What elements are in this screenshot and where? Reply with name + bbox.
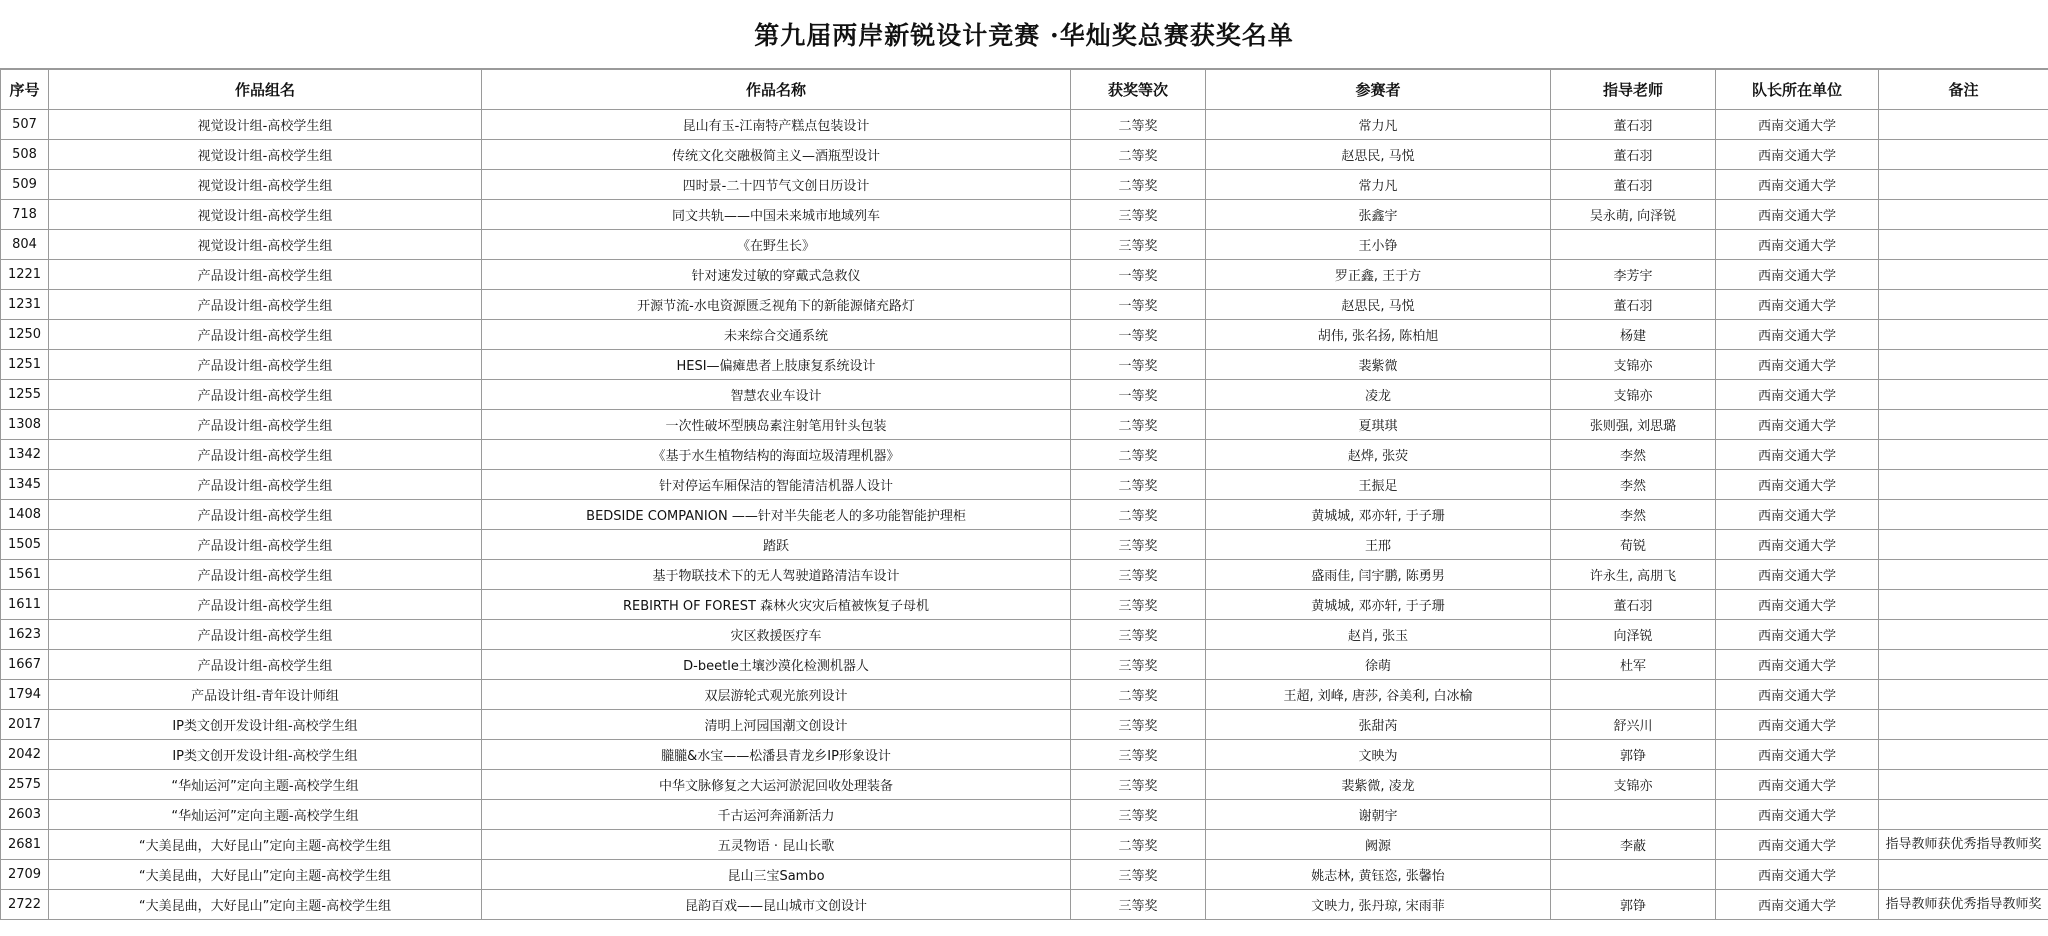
cell-work-title[interactable]: 清明上河园国潮文创设计: [482, 710, 1071, 740]
cell-work-title[interactable]: 未来综合交通系统: [482, 320, 1071, 350]
cell-participants[interactable]: 文映力, 张丹琼, 宋雨菲: [1206, 890, 1551, 920]
cell-participants[interactable]: 姚志林, 黄钰恣, 张馨怡: [1206, 860, 1551, 890]
cell-work-title[interactable]: 昆韵百戏——昆山城市文创设计: [482, 890, 1071, 920]
cell-note[interactable]: [1879, 110, 2048, 140]
cell-index[interactable]: 1255: [1, 380, 49, 410]
header-cell[interactable]: 作品名称: [482, 70, 1071, 110]
cell-category[interactable]: 产品设计组-高校学生组: [49, 320, 482, 350]
table-row: [1, 890, 2048, 920]
cell-note[interactable]: [1879, 260, 2048, 290]
table-row: [1, 440, 2048, 470]
sheet-title: 第九届两岸新锐设计竞赛 ·华灿奖总赛获奖名单: [754, 21, 1294, 50]
cell-work-title[interactable]: 五灵物语 · 昆山长歌: [482, 830, 1071, 860]
cell-work-title[interactable]: HESI—偏瘫患者上肢康复系统设计: [482, 350, 1071, 380]
table-row: [1, 200, 2048, 230]
header-cell[interactable]: 指导老师: [1551, 70, 1716, 110]
cell-work-title[interactable]: 智慧农业车设计: [482, 380, 1071, 410]
cell-award[interactable]: 一等奖: [1071, 260, 1206, 290]
cell-advisor[interactable]: 杨建: [1551, 320, 1716, 350]
cell-participants[interactable]: 文映为: [1206, 740, 1551, 770]
cell-participants[interactable]: 张甜芮: [1206, 710, 1551, 740]
cell-award[interactable]: 三等奖: [1071, 530, 1206, 560]
cell-work-title[interactable]: REBIRTH OF FOREST 森林火灾灾后植被恢复子母机: [482, 590, 1071, 620]
cell-award[interactable]: 三等奖: [1071, 800, 1206, 830]
cell-award[interactable]: 三等奖: [1071, 200, 1206, 230]
cell-participants[interactable]: 黄城城, 邓亦轩, 于子珊: [1206, 500, 1551, 530]
table-row: [1, 140, 2048, 170]
cell-note[interactable]: [1879, 410, 2048, 440]
cell-advisor[interactable]: [1551, 860, 1716, 890]
cell-category[interactable]: 产品设计组-高校学生组: [49, 560, 482, 590]
cell-advisor[interactable]: 郭铮: [1551, 890, 1716, 920]
table-row: [1, 830, 2048, 860]
cell-unit[interactable]: 西南交通大学: [1716, 890, 1879, 920]
cell-index[interactable]: 1221: [1, 260, 49, 290]
cell-advisor[interactable]: 舒兴川: [1551, 710, 1716, 740]
cell-award[interactable]: 三等奖: [1071, 590, 1206, 620]
cell-advisor[interactable]: 支锦亦: [1551, 770, 1716, 800]
cell-participants[interactable]: 王小铮: [1206, 230, 1551, 260]
cell-advisor[interactable]: 李芳宇: [1551, 260, 1716, 290]
cell-participants[interactable]: 胡伟, 张名扬, 陈柏旭: [1206, 320, 1551, 350]
table-row: [1, 710, 2048, 740]
cell-index[interactable]: 2603: [1, 800, 49, 830]
cell-note[interactable]: [1879, 590, 2048, 620]
cell-note[interactable]: [1879, 320, 2048, 350]
table-row: [1, 170, 2048, 200]
cell-unit[interactable]: 西南交通大学: [1716, 710, 1879, 740]
cell-work-title[interactable]: 《在野生长》: [482, 230, 1071, 260]
cell-work-title[interactable]: 双层游轮式观光旅列设计: [482, 680, 1071, 710]
cell-work-title[interactable]: 千古运河奔涌新活力: [482, 800, 1071, 830]
cell-note[interactable]: [1879, 380, 2048, 410]
cell-work-title[interactable]: BEDSIDE COMPANION ——针对半失能老人的多功能智能护理柜: [482, 500, 1071, 530]
cell-unit[interactable]: 西南交通大学: [1716, 740, 1879, 770]
cell-advisor[interactable]: 李然: [1551, 440, 1716, 470]
cell-unit[interactable]: 西南交通大学: [1716, 260, 1879, 290]
cell-participants[interactable]: 王邢: [1206, 530, 1551, 560]
table-row: [1, 380, 2048, 410]
cell-participants[interactable]: 常力凡: [1206, 170, 1551, 200]
table-row: [1, 410, 2048, 440]
cell-unit[interactable]: 西南交通大学: [1716, 590, 1879, 620]
cell-unit[interactable]: 西南交通大学: [1716, 530, 1879, 560]
cell-index[interactable]: 1611: [1, 590, 49, 620]
cell-award[interactable]: 三等奖: [1071, 560, 1206, 590]
cell-unit[interactable]: 西南交通大学: [1716, 320, 1879, 350]
cell-award[interactable]: 一等奖: [1071, 350, 1206, 380]
cell-category[interactable]: 产品设计组-高校学生组: [49, 470, 482, 500]
cell-unit[interactable]: 西南交通大学: [1716, 470, 1879, 500]
cell-award[interactable]: 二等奖: [1071, 830, 1206, 860]
cell-index[interactable]: 2575: [1, 770, 49, 800]
cell-work-title[interactable]: 《基于水生植物结构的海面垃圾清理机器》: [482, 440, 1071, 470]
header-cell[interactable]: 获奖等次: [1071, 70, 1206, 110]
cell-note[interactable]: [1879, 170, 2048, 200]
cell-category[interactable]: “大美昆曲，大好昆山”定向主题-高校学生组: [49, 860, 482, 890]
cell-unit[interactable]: 西南交通大学: [1716, 830, 1879, 860]
cell-award[interactable]: 三等奖: [1071, 230, 1206, 260]
cell-note[interactable]: 指导教师获优秀指导教师奖: [1879, 890, 2048, 920]
cell-category[interactable]: 产品设计组-高校学生组: [49, 590, 482, 620]
cell-advisor[interactable]: 郭铮: [1551, 740, 1716, 770]
cell-note[interactable]: [1879, 200, 2048, 230]
cell-unit[interactable]: 西南交通大学: [1716, 500, 1879, 530]
cell-participants[interactable]: 张鑫宇: [1206, 200, 1551, 230]
cell-advisor[interactable]: 李然: [1551, 500, 1716, 530]
cell-index[interactable]: 1345: [1, 470, 49, 500]
cell-note[interactable]: [1879, 560, 2048, 590]
table-row: [1, 860, 2048, 890]
cell-unit[interactable]: 西南交通大学: [1716, 170, 1879, 200]
cell-participants[interactable]: 夏琪琪: [1206, 410, 1551, 440]
cell-index[interactable]: 2681: [1, 830, 49, 860]
cell-award[interactable]: 三等奖: [1071, 740, 1206, 770]
cell-index[interactable]: 1505: [1, 530, 49, 560]
cell-index[interactable]: 508: [1, 140, 49, 170]
header-cell[interactable]: 序号: [1, 70, 49, 110]
cell-unit[interactable]: 西南交通大学: [1716, 440, 1879, 470]
header-cell[interactable]: 队长所在单位: [1716, 70, 1879, 110]
cell-category[interactable]: 产品设计组-高校学生组: [49, 350, 482, 380]
cell-award[interactable]: 三等奖: [1071, 710, 1206, 740]
cell-work-title[interactable]: 四时景-二十四节气文创日历设计: [482, 170, 1071, 200]
cell-category[interactable]: “大美昆曲，大好昆山”定向主题-高校学生组: [49, 890, 482, 920]
cell-advisor[interactable]: [1551, 680, 1716, 710]
cell-category[interactable]: 产品设计组-高校学生组: [49, 650, 482, 680]
header-cell[interactable]: 备注: [1879, 70, 2048, 110]
cell-participants[interactable]: 王超, 刘峰, 唐莎, 谷美利, 白冰榆: [1206, 680, 1551, 710]
cell-unit[interactable]: 西南交通大学: [1716, 350, 1879, 380]
cell-work-title[interactable]: 传统文化交融极简主义—酒瓶型设计: [482, 140, 1071, 170]
cell-work-title[interactable]: 一次性破坏型胰岛素注射笔用针头包装: [482, 410, 1071, 440]
cell-index[interactable]: 1623: [1, 620, 49, 650]
cell-award[interactable]: 二等奖: [1071, 440, 1206, 470]
cell-advisor[interactable]: 董石羽: [1551, 590, 1716, 620]
cell-work-title[interactable]: 针对速发过敏的穿戴式急救仪: [482, 260, 1071, 290]
cell-index[interactable]: 2709: [1, 860, 49, 890]
cell-advisor[interactable]: 支锦亦: [1551, 380, 1716, 410]
cell-index[interactable]: 1561: [1, 560, 49, 590]
cell-unit[interactable]: 西南交通大学: [1716, 200, 1879, 230]
cell-index[interactable]: 2722: [1, 890, 49, 920]
cell-category[interactable]: “华灿运河”定向主题-高校学生组: [49, 800, 482, 830]
cell-work-title[interactable]: 朧朧&水宝——松潘县青龙乡IP形象设计: [482, 740, 1071, 770]
cell-advisor[interactable]: 董石羽: [1551, 170, 1716, 200]
cell-unit[interactable]: 西南交通大学: [1716, 860, 1879, 890]
header-cell[interactable]: 参赛者: [1206, 70, 1551, 110]
cell-award[interactable]: 一等奖: [1071, 290, 1206, 320]
cell-award[interactable]: 二等奖: [1071, 410, 1206, 440]
table-row: [1, 290, 2048, 320]
award-table: [0, 69, 2048, 920]
cell-advisor[interactable]: 董石羽: [1551, 110, 1716, 140]
table-row: [1, 110, 2048, 140]
cell-category[interactable]: 产品设计组-青年设计师组: [49, 680, 482, 710]
table-row: [1, 470, 2048, 500]
table-row: [1, 350, 2048, 380]
cell-category[interactable]: IP类文创开发设计组-高校学生组: [49, 740, 482, 770]
table-row: [1, 230, 2048, 260]
cell-note[interactable]: [1879, 290, 2048, 320]
cell-index[interactable]: 1342: [1, 440, 49, 470]
cell-note[interactable]: [1879, 650, 2048, 680]
cell-category[interactable]: 视觉设计组-高校学生组: [49, 140, 482, 170]
cell-advisor[interactable]: 董石羽: [1551, 140, 1716, 170]
cell-unit[interactable]: 西南交通大学: [1716, 680, 1879, 710]
cell-award[interactable]: 二等奖: [1071, 170, 1206, 200]
cell-award[interactable]: 三等奖: [1071, 650, 1206, 680]
cell-category[interactable]: 产品设计组-高校学生组: [49, 410, 482, 440]
cell-advisor[interactable]: 李蔽: [1551, 830, 1716, 860]
table-row: [1, 260, 2048, 290]
cell-advisor[interactable]: 向泽锐: [1551, 620, 1716, 650]
cell-award[interactable]: 二等奖: [1071, 110, 1206, 140]
cell-category[interactable]: 视觉设计组-高校学生组: [49, 170, 482, 200]
cell-advisor[interactable]: 支锦亦: [1551, 350, 1716, 380]
cell-unit[interactable]: 西南交通大学: [1716, 800, 1879, 830]
cell-work-title[interactable]: 灾区救援医疗车: [482, 620, 1071, 650]
cell-note[interactable]: [1879, 500, 2048, 530]
cell-unit[interactable]: 西南交通大学: [1716, 620, 1879, 650]
cell-note[interactable]: [1879, 620, 2048, 650]
cell-category[interactable]: 视觉设计组-高校学生组: [49, 110, 482, 140]
cell-participants[interactable]: 盛雨佳, 闫宇鹏, 陈勇男: [1206, 560, 1551, 590]
cell-unit[interactable]: 西南交通大学: [1716, 230, 1879, 260]
cell-work-title[interactable]: 踏跃: [482, 530, 1071, 560]
cell-index[interactable]: 1308: [1, 410, 49, 440]
table-row: [1, 560, 2048, 590]
cell-unit[interactable]: 西南交通大学: [1716, 770, 1879, 800]
cell-advisor[interactable]: 杜军: [1551, 650, 1716, 680]
cell-advisor[interactable]: 张则强, 刘思璐: [1551, 410, 1716, 440]
cell-unit[interactable]: 西南交通大学: [1716, 410, 1879, 440]
cell-participants[interactable]: 裴紫微, 凌龙: [1206, 770, 1551, 800]
cell-category[interactable]: 产品设计组-高校学生组: [49, 530, 482, 560]
cell-note[interactable]: [1879, 860, 2048, 890]
cell-unit[interactable]: 西南交通大学: [1716, 140, 1879, 170]
cell-note[interactable]: [1879, 140, 2048, 170]
cell-index[interactable]: 1794: [1, 680, 49, 710]
cell-note[interactable]: [1879, 710, 2048, 740]
cell-participants[interactable]: 王振足: [1206, 470, 1551, 500]
cell-work-title[interactable]: 开源节流-水电资源匮乏视角下的新能源储充路灯: [482, 290, 1071, 320]
cell-work-title[interactable]: D-beetle土壤沙漠化检测机器人: [482, 650, 1071, 680]
cell-award[interactable]: 二等奖: [1071, 470, 1206, 500]
cell-work-title[interactable]: 针对停运车厢保洁的智能清洁机器人设计: [482, 470, 1071, 500]
cell-advisor[interactable]: 董石羽: [1551, 290, 1716, 320]
cell-participants[interactable]: 凌龙: [1206, 380, 1551, 410]
cell-award[interactable]: 三等奖: [1071, 620, 1206, 650]
cell-advisor[interactable]: 吴永萌, 向泽锐: [1551, 200, 1716, 230]
cell-unit[interactable]: 西南交通大学: [1716, 110, 1879, 140]
cell-category[interactable]: 产品设计组-高校学生组: [49, 440, 482, 470]
cell-advisor[interactable]: 李然: [1551, 470, 1716, 500]
cell-note[interactable]: [1879, 680, 2048, 710]
cell-work-title[interactable]: 基于物联技术下的无人驾驶道路清洁车设计: [482, 560, 1071, 590]
cell-participants[interactable]: 常力凡: [1206, 110, 1551, 140]
cell-participants[interactable]: 谢朝宇: [1206, 800, 1551, 830]
cell-work-title[interactable]: 中华文脉修复之大运河淤泥回收处理装备: [482, 770, 1071, 800]
cell-award[interactable]: 二等奖: [1071, 680, 1206, 710]
cell-participants[interactable]: 罗正鑫, 王于方: [1206, 260, 1551, 290]
table-row: [1, 800, 2048, 830]
cell-work-title[interactable]: 昆山三宝Sambo: [482, 860, 1071, 890]
cell-unit[interactable]: 西南交通大学: [1716, 560, 1879, 590]
cell-participants[interactable]: 裴紫微: [1206, 350, 1551, 380]
cell-work-title[interactable]: 昆山有玉-江南特产糕点包装设计: [482, 110, 1071, 140]
table-row: [1, 530, 2048, 560]
cell-advisor[interactable]: 许永生, 高朋飞: [1551, 560, 1716, 590]
cell-award[interactable]: 三等奖: [1071, 860, 1206, 890]
table-row: [1, 620, 2048, 650]
cell-participants[interactable]: 赵思民, 马悦: [1206, 140, 1551, 170]
cell-participants[interactable]: 黄城城, 邓亦轩, 于子珊: [1206, 590, 1551, 620]
table-row: [1, 590, 2048, 620]
table-row: [1, 740, 2048, 770]
cell-unit[interactable]: 西南交通大学: [1716, 650, 1879, 680]
cell-participants[interactable]: 赵烨, 张荧: [1206, 440, 1551, 470]
table-row: [1, 650, 2048, 680]
cell-index[interactable]: 507: [1, 110, 49, 140]
cell-index[interactable]: 1250: [1, 320, 49, 350]
cell-category[interactable]: 产品设计组-高校学生组: [49, 620, 482, 650]
header-row: [1, 70, 2048, 110]
cell-advisor[interactable]: 荀锐: [1551, 530, 1716, 560]
cell-award[interactable]: 二等奖: [1071, 500, 1206, 530]
table-row: [1, 320, 2048, 350]
cell-index[interactable]: 804: [1, 230, 49, 260]
cell-participants[interactable]: 徐萌: [1206, 650, 1551, 680]
cell-note[interactable]: [1879, 530, 2048, 560]
cell-note[interactable]: 指导教师获优秀指导教师奖: [1879, 830, 2048, 860]
cell-category[interactable]: “大美昆曲，大好昆山”定向主题-高校学生组: [49, 830, 482, 860]
cell-advisor[interactable]: [1551, 230, 1716, 260]
cell-award[interactable]: 一等奖: [1071, 380, 1206, 410]
cell-work-title[interactable]: 同文共轨——中国未来城市地域列车: [482, 200, 1071, 230]
cell-advisor[interactable]: [1551, 800, 1716, 830]
cell-index[interactable]: 1231: [1, 290, 49, 320]
cell-note[interactable]: [1879, 800, 2048, 830]
table-row: [1, 770, 2048, 800]
cell-index[interactable]: 718: [1, 200, 49, 230]
cell-index[interactable]: 1408: [1, 500, 49, 530]
cell-award[interactable]: 一等奖: [1071, 320, 1206, 350]
cell-note[interactable]: [1879, 350, 2048, 380]
cell-category[interactable]: “华灿运河”定向主题-高校学生组: [49, 770, 482, 800]
cell-unit[interactable]: 西南交通大学: [1716, 290, 1879, 320]
cell-participants[interactable]: 阙源: [1206, 830, 1551, 860]
cell-participants[interactable]: 赵肖, 张玉: [1206, 620, 1551, 650]
cell-index[interactable]: 2017: [1, 710, 49, 740]
table-row: [1, 680, 2048, 710]
cell-index[interactable]: 1667: [1, 650, 49, 680]
cell-award[interactable]: 二等奖: [1071, 140, 1206, 170]
cell-category[interactable]: 视觉设计组-高校学生组: [49, 200, 482, 230]
cell-index[interactable]: 509: [1, 170, 49, 200]
cell-index[interactable]: 2042: [1, 740, 49, 770]
cell-index[interactable]: 1251: [1, 350, 49, 380]
cell-note[interactable]: [1879, 740, 2048, 770]
cell-note[interactable]: [1879, 770, 2048, 800]
cell-note[interactable]: [1879, 470, 2048, 500]
cell-note[interactable]: [1879, 440, 2048, 470]
cell-category[interactable]: 产品设计组-高校学生组: [49, 500, 482, 530]
header-cell[interactable]: 作品组名: [49, 70, 482, 110]
cell-category[interactable]: 产品设计组-高校学生组: [49, 380, 482, 410]
cell-category[interactable]: IP类文创开发设计组-高校学生组: [49, 710, 482, 740]
cell-category[interactable]: 产品设计组-高校学生组: [49, 260, 482, 290]
cell-category[interactable]: 视觉设计组-高校学生组: [49, 230, 482, 260]
table-row: [1, 500, 2048, 530]
cell-award[interactable]: 三等奖: [1071, 890, 1206, 920]
cell-participants[interactable]: 赵思民, 马悦: [1206, 290, 1551, 320]
cell-unit[interactable]: 西南交通大学: [1716, 380, 1879, 410]
cell-award[interactable]: 三等奖: [1071, 770, 1206, 800]
cell-category[interactable]: 产品设计组-高校学生组: [49, 290, 482, 320]
cell-note[interactable]: [1879, 230, 2048, 260]
